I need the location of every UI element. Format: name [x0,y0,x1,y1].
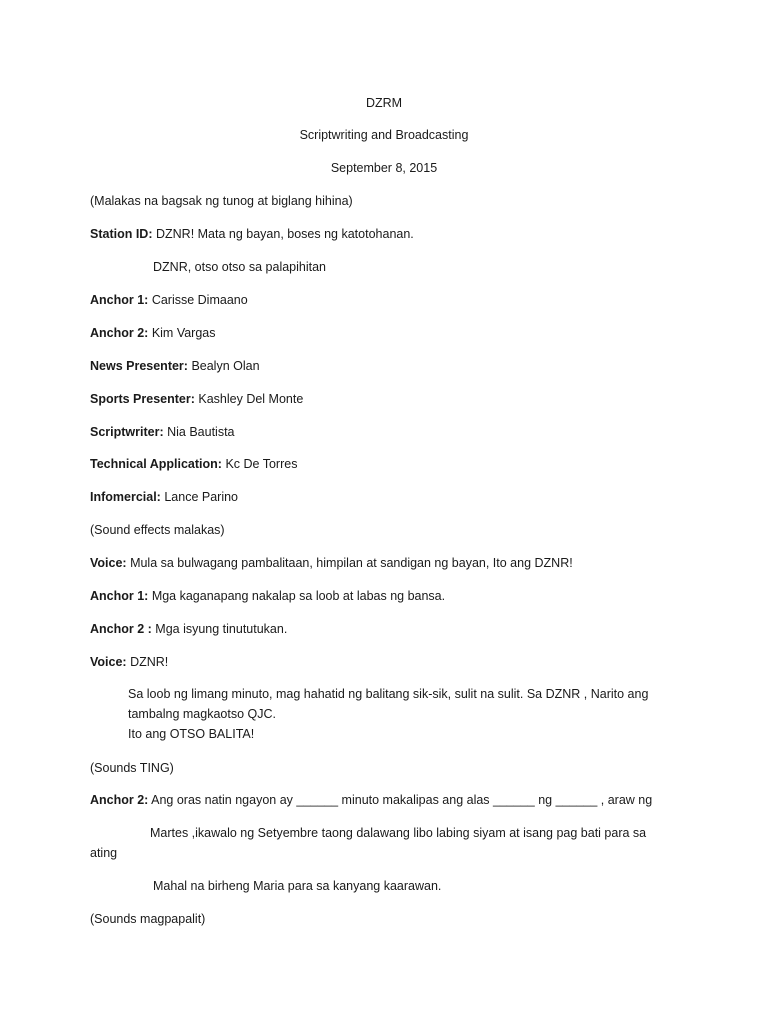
station-id-line [90,226,414,242]
anchor2-continuation-1: Martes ,ikawalo ng Setyembre taong dalawang libo labing siyam at isang pag bati para sa [150,826,647,840]
anchor1-label: Anchor 1: [90,293,149,307]
news-presenter-credit [90,358,260,374]
script-date: September 8, 2015 [330,161,438,175]
station-id-text: DZNR! Mata ng bayan, boses ng katotohanan. [152,227,414,241]
infomercial-label: Infomercial: [90,490,161,504]
voice-label-2: Voice: [90,655,127,669]
anchor2-continuation-3: Mahal na birheng Maria para sa kanyang kaarawan. [153,879,442,893]
voice-line-1 [90,555,573,571]
sports-presenter-credit [90,391,303,407]
voice-text-2: DZNR! [126,655,169,669]
paragraph-line-2: tambalng magkaotso QJC. [128,707,276,721]
station-id-label: Station ID: [90,227,153,241]
anchor1-line-label: Anchor 1: [90,589,149,603]
anchor2-line [90,621,287,637]
anchor1-line-text: Mga kaganapang nakalap sa loob at labas ng bansa. [148,589,446,603]
anchor2-time-text: Ang oras natin ngayon ay ______ minuto makalipas ang alas ______ ng ______ , araw ng [148,793,653,807]
anchor1-credit [90,292,248,308]
anchor2-name: Kim Vargas [148,326,216,340]
sports-presenter-name: Kashley Del Monte [194,392,304,406]
anchor1-name: Carisse Dimaano [148,293,248,307]
ting-cue: (Sounds TING) [90,761,174,775]
anchor2-credit [90,325,216,341]
technical-label: Technical Application: [90,457,222,471]
anchor2-continuation-2: ating [90,846,118,860]
voice-label: Voice: [90,556,127,570]
scriptwriter-label: Scriptwriter: [90,425,164,439]
infomercial-credit [90,489,238,505]
intro-cue: (Malakas na bagsak ng tunog at biglang hihina) [90,194,353,208]
anchor2-line-text: Mga isyung tinututukan. [151,622,288,636]
scriptwriter-name: Nia Bautista [163,425,235,439]
station-title: DZRM [365,96,403,110]
change-cue: (Sounds magpapalit) [90,912,206,926]
news-presenter-name: Bealyn Olan [187,359,260,373]
subject-title: Scriptwriting and Broadcasting [299,128,469,142]
paragraph-line-1: Sa loob ng limang minuto, mag hahatid ng balitang sik-sik, sulit na sulit. Sa DZNR , Narito ang [128,687,649,701]
infomercial-name: Lance Parino [160,490,238,504]
voice-line-2 [90,654,168,670]
paragraph-line-3: Ito ang OTSO BALITA! [128,727,255,741]
technical-name: Kc De Torres [221,457,298,471]
anchor2-time-line [90,792,652,808]
sfx-cue: (Sound effects malakas) [90,523,225,537]
news-presenter-label: News Presenter: [90,359,188,373]
anchor2-time-label: Anchor 2: [90,793,149,807]
technical-credit [90,456,297,472]
anchor1-line [90,588,445,604]
anchor2-label: Anchor 2: [90,326,149,340]
voice-text: Mula sa bulwagang pambalitaan, himpilan at sandigan ng bayan, Ito ang DZNR! [126,556,573,570]
sports-presenter-label: Sports Presenter: [90,392,195,406]
scriptwriter-credit [90,424,235,440]
station-id-continuation: DZNR, otso otso sa palapihitan [153,260,327,274]
anchor2-line-label: Anchor 2 : [90,622,152,636]
